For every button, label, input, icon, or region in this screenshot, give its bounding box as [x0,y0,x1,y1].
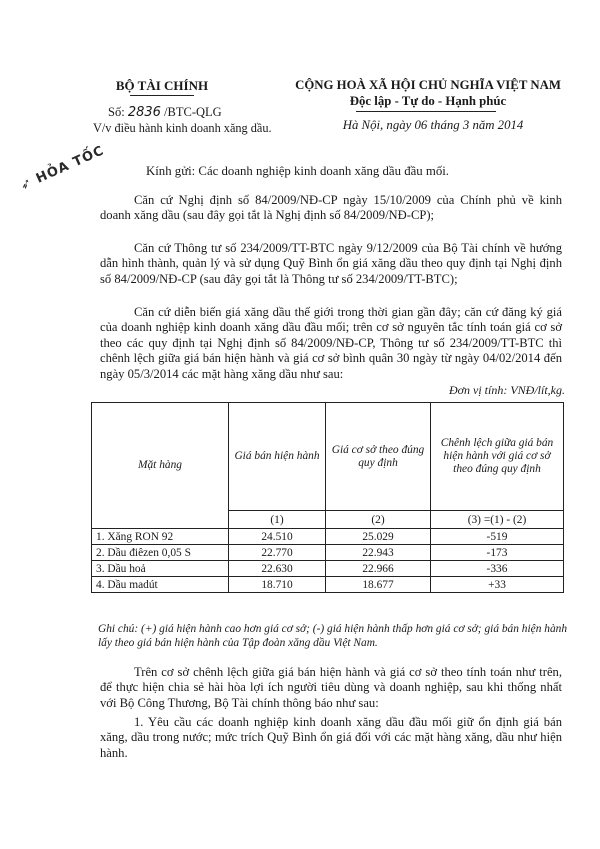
row-base-price: 18.677 [326,577,431,593]
row-item: 2. Dầu điêzen 0,05 S [92,545,229,561]
table-row [92,529,564,545]
row-current-price: 22.630 [229,561,326,577]
legal-basis-paragraph-3 [100,305,562,382]
stamp-text: HỎA TỐC [33,143,107,187]
index-current: (1) [229,511,326,529]
row-base-price: 22.943 [326,545,431,561]
place-and-date: Hà Nội, ngày 06 tháng 3 năm 2014 [342,118,524,132]
table-row [92,577,564,593]
paragraph-text: Trên cơ sở chênh lệch giữa giá bán hiện hành và giá cơ sở theo tính toán như trên, để thực hiện chia sẻ hài hòa lợi ích người tiêu dùng và doanh nghiệp, sau khi thống nhất với Bộ Công Thương, Bộ Tài chính thông báo như sau: [100,665,562,710]
ministry-underline [130,95,194,96]
row-difference: -336 [431,561,564,577]
motto-underline [356,111,496,112]
row-item: 4. Dầu madút [92,577,229,593]
table-footnote: Ghi chú: (+) giá hiện hành cao hơn giá cơ sở; (-) giá hiện hành thấp hơn giá cơ sở; giá bán hiện hành lấy theo giá bán hiện hành của Tập đoàn xăng dầu Việt Nam. [98,623,568,649]
unit-note: Đơn vị tính: VNĐ/lít,kg. [448,383,565,397]
index-difference: (3) =(1) - (2) [431,511,564,529]
directive-item-1 [100,715,562,761]
legal-basis-paragraph-2 [100,241,562,287]
column-header-item: Mặt hàng [92,403,229,529]
row-current-price: 24.510 [229,529,326,545]
number-prefix: Số: [108,105,125,119]
row-difference: -519 [431,529,564,545]
ministry-name: BỘ TÀI CHÍNH [115,78,209,93]
price-difference-table [91,402,564,593]
row-item: 3. Dầu hoả [92,561,229,577]
paragraph-text: Căn cứ Thông tư số 234/2009/TT-BTC ngày 9/12/2009 của Bộ Tài chính về hướng dẫn hình thành, quản lý và sử dụng Quỹ Bình ổn giá xăng dầu theo quy định tại Nghị định số 84/2009/NĐ-CP (sau đây gọi tắt là Thông tư số 234/2009/TT-BTC); [100,241,562,286]
row-base-price: 25.029 [326,529,431,545]
paragraph-text: Căn cứ Nghị định số 84/2009/NĐ-CP ngày 15/10/2009 của Chính phủ về kinh doanh xăng dầu (sau đây gọi tắt là Nghị định số 84/2009/NĐ-CP); [100,193,562,223]
republic-title: CỘNG HOÀ XÃ HỘI CHỦ NGHĨA VIỆT NAM [295,78,561,92]
paragraph-text: 1. Yêu cầu các doanh nghiệp kinh doanh xăng dầu đầu mối giữ ổn định giá bán xăng, dầu trong nước; mức trích Quỹ Bình ổn giá đối với các mặt hàng xăng, dầu như hiện hành. [100,715,562,760]
row-current-price: 22.770 [229,545,326,561]
row-base-price: 22.966 [326,561,431,577]
arrow-icon: ➶ [18,172,41,194]
column-header-base-price: Giá cơ sở theo đúng quy định [326,403,431,511]
number-suffix: /BTC-QLG [164,105,222,119]
column-header-current-price: Giá bán hiện hành [229,403,326,511]
table-row [92,545,564,561]
index-base: (2) [326,511,431,529]
column-header-difference: Chênh lệch giữa giá bán hiện hành với giá cơ sở theo đúng quy định [431,403,564,511]
row-difference: +33 [431,577,564,593]
salutation: Kính gửi: Các doanh nghiệp kinh doanh xăng dầu đầu mối. [146,164,449,178]
national-motto: Độc lập - Tự do - Hạnh phúc [349,94,507,108]
legal-basis-paragraph-1 [100,193,562,224]
row-current-price: 18.710 [229,577,326,593]
document-subject: V/v điều hành kinh doanh xăng dầu. [93,121,272,135]
paragraph-text: Căn cứ diễn biến giá xăng dầu thế giới trong thời gian gần đây; căn cứ đăng ký giá của doanh nghiệp kinh doanh xăng dầu đầu mối; trên cơ sở nguyên tắc tính toán giá cơ sở theo các quy định tại Nghị định số 84/2009/NĐ-CP, Thông tư số 234/2009/TT-BTC thì chênh lệch giữa giá bán hiện hành và giá cơ sở bình quân 30 ngày từ ngày 04/02/2014 đến ngày 05/3/2014 các mặt hàng xăng dầu như sau: [100,305,562,381]
row-difference: -173 [431,545,564,561]
table-row [92,561,564,577]
number-handwritten: 2836 [127,105,161,120]
table-header-row [92,403,564,511]
closing-paragraph [100,665,562,711]
row-item: 1. Xăng RON 92 [92,529,229,545]
